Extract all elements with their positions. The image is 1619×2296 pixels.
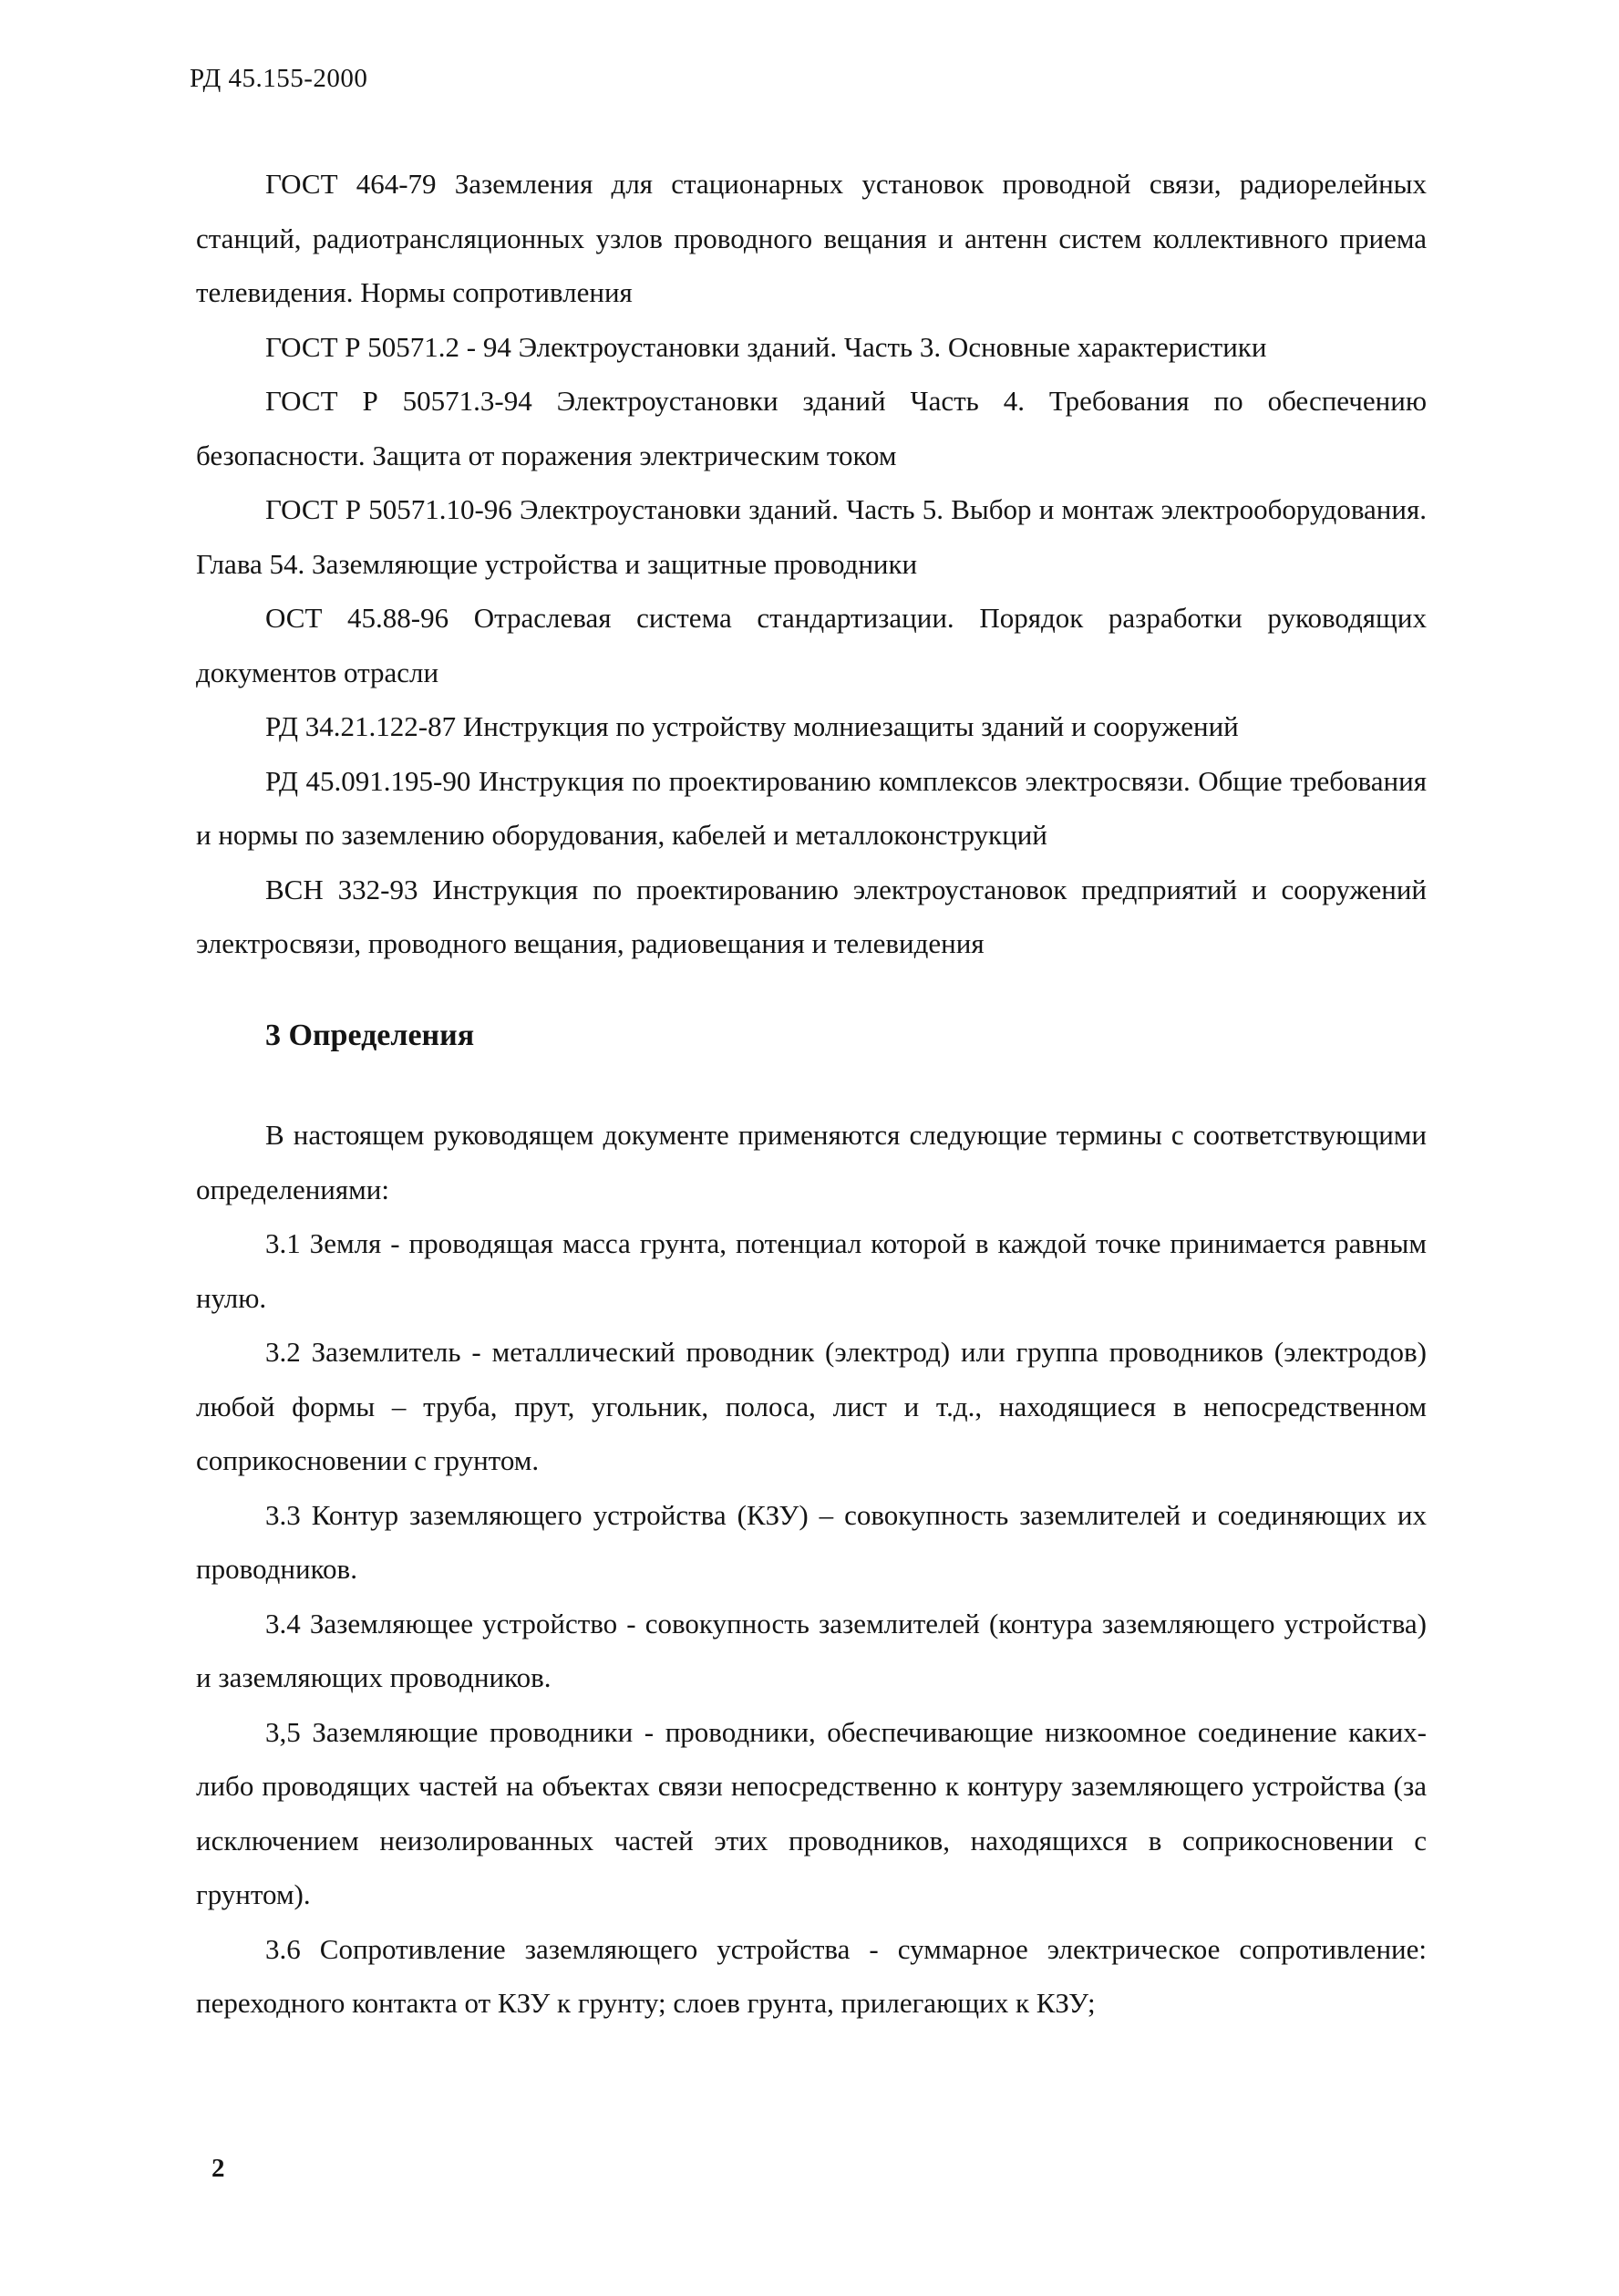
reference-gost-r-50571-2: ГОСТ Р 50571.2 - 94 Электроустановки зданий. Часть 3. Основные характеристики [265, 330, 1267, 363]
page-number: 2 [211, 2154, 225, 2183]
definition-3-1: 3.1 Земля - проводящая масса грунта, потенциал которой в каждой точке принимается равным нулю. [196, 1227, 1427, 1314]
reference-rd-34-21-122: РД 34.21.122-87 Инструкция по устройству молниезащиты зданий и сооружений [265, 710, 1239, 742]
definition-3-5: 3,5 Заземляющие проводники - проводники, обеспечивающие низкоомное соединение каких-либо проводящих частей на объектах связи непосредственно к контуру заземляющего устройства (за исключением неизолированных частей этих проводников, находящихся в соприкосновении с грунтом). [196, 1715, 1427, 1910]
definition-3-2: 3.2 Заземлитель - металлический проводник (электрод) или группа проводников (электродов) любой формы – труба, прут, угольник, полоса, лист и т.д., находящиеся в непосредственном соприкосновении с грунтом. [196, 1336, 1427, 1476]
document-code: РД 45.155-2000 [190, 64, 368, 93]
normative-references-list [196, 157, 1427, 971]
reference-ost-45-88: ОСТ 45.88-96 Отраслевая система стандартизации. Порядок разработки руководящих документов отрасли [196, 602, 1427, 688]
reference-vsn-332-93: ВСН 332-93 Инструкция по проектированию электроустановок предприятий и сооружений электросвязи, проводного вещания, радиовещания и телевидения [196, 873, 1427, 959]
definition-3-4: 3.4 Заземляющее устройство - совокупность заземлителей (контура заземляющего устройства) и заземляющих проводников. [196, 1607, 1427, 1693]
definition-3-3: 3.3 Контур заземляющего устройства (КЗУ) – совокупность заземлителей и соединяющих их проводников. [196, 1498, 1427, 1585]
reference-rd-45-091-195: РД 45.091.195-90 Инструкция по проектированию комплексов электросвязи. Общие требования и нормы по заземлению оборудования, кабелей и металлоконструкций [196, 764, 1427, 851]
section-heading: 3 Определения [265, 1019, 475, 1052]
definitions-list [196, 1108, 1427, 2031]
reference-gost-464-79: ГОСТ 464-79 Заземления для стационарных установок проводной связи, радиорелейных станций, радиотрансляционных узлов проводного вещания и антенн систем коллективного приема телевидения. Нормы сопротивления [196, 168, 1427, 308]
reference-gost-r-50571-3: ГОСТ Р 50571.3-94 Электроустановки зданий Часть 4. Требования по обеспечению безопасности. Защита от поражения электрическим током [196, 385, 1427, 471]
definitions-intro: В настоящем руководящем документе применяются следующие термины с соответствующими определениями: [196, 1119, 1427, 1205]
reference-gost-r-50571-10: ГОСТ Р 50571.10-96 Электроустановки зданий. Часть 5. Выбор и монтаж электрооборудования. Глава 54. Заземляющие устройства и защитные проводники [196, 493, 1427, 580]
definition-3-6: 3.6 Сопротивление заземляющего устройства - суммарное электрическое сопротивление: переходного контакта от КЗУ к грунту; слоев грунта, прилегающих к КЗУ; [196, 1932, 1427, 2019]
